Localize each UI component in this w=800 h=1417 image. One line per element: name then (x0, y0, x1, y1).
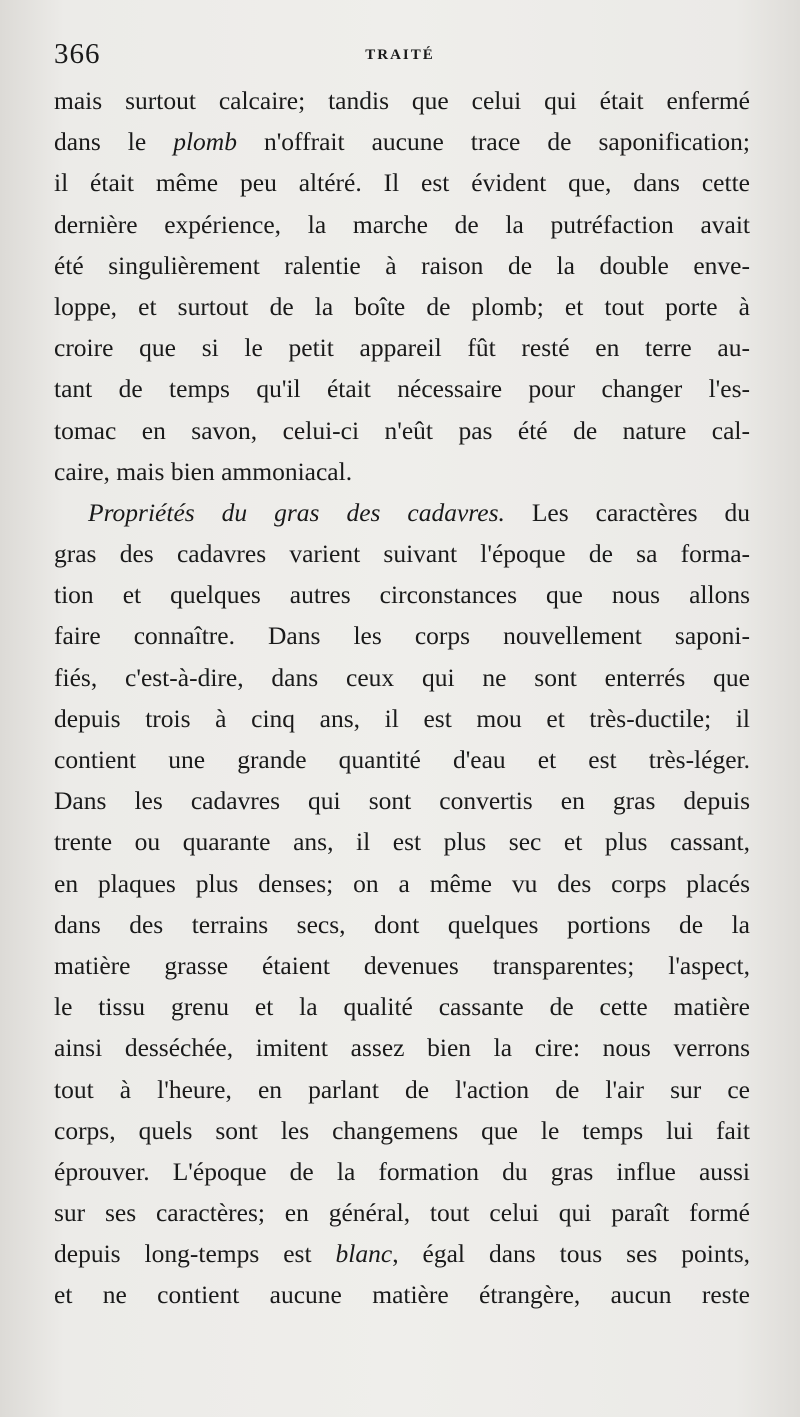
text-line: dans le plomb n'offrait aucune trace de saponification; (54, 127, 750, 157)
section-heading-line: Propriétés du gras des cadavres. Les caractères du (88, 497, 751, 527)
text-line: tomac en savon, celui-ci n'eût pas été de nature cal- (54, 415, 750, 445)
italic-term: blanc (335, 1239, 393, 1269)
text-line: loppe, et surtout de la boîte de plomb; et tout porte à (54, 291, 750, 321)
text-line: caire, mais bien ammoniacal. (54, 456, 353, 486)
text-line: le tissu grenu et la qualité cassante de cette matière (54, 992, 750, 1022)
text-line: éprouver. L'époque de la formation du gras influe aussi (54, 1156, 750, 1186)
page-header (54, 38, 746, 78)
text-line: depuis trois à cinq ans, il est mou et très-ductile; il (54, 703, 750, 733)
text-line: corps, quels sont les changemens que le temps lui fait (54, 1115, 750, 1145)
text-line: tion et quelques autres circonstances que nous allons (54, 580, 750, 610)
text-line: contient une grande quantité d'eau et est très-léger. (54, 745, 750, 774)
text-line: ainsi desséchée, imitent assez bien la cire: nous verrons (54, 1033, 750, 1063)
body-text (54, 80, 750, 1316)
text-line: été singulièrement ralentie à raison de la double enve- (54, 250, 750, 280)
text-line: Dans les cadavres qui sont convertis en gras depuis (54, 786, 750, 816)
text-line: croire que si le petit appareil fût resté en terre au- (54, 333, 750, 363)
running-title: TRAITÉ (365, 47, 435, 63)
page-number: 366 (54, 38, 101, 70)
text-line: gras des cadavres varient suivant l'époque de sa forma- (54, 539, 750, 569)
text-line: et ne contient aucune matière étrangère, aucun reste (54, 1280, 750, 1310)
text-line: fiés, c'est-à-dire, dans ceux qui ne sont enterrés que (54, 662, 750, 692)
text-line: trente ou quarante ans, il est plus sec et plus cassant, (54, 827, 750, 857)
text-line: dernière expérience, la marche de la putréfaction avait (54, 209, 750, 239)
text-line: faire connaître. Dans les corps nouvellement saponi- (54, 621, 750, 651)
text-line: il était même peu altéré. Il est évident que, dans cette (54, 168, 750, 198)
text-line: tout à l'heure, en parlant de l'action de l'air sur ce (54, 1074, 750, 1104)
text-line: matière grasse étaient devenues transparentes; l'aspect, (54, 950, 750, 980)
text-line: depuis long-temps est blanc, égal dans tous ses points, (54, 1239, 751, 1269)
text-line: mais surtout calcaire; tandis que celui qui était enfermé (54, 86, 750, 115)
section-heading: Propriétés du gras des cadavres. (88, 497, 505, 527)
text-line: sur ses caractères; en général, tout celui qui paraît formé (54, 1198, 750, 1228)
text-line: dans des terrains secs, dont quelques portions de la (54, 909, 750, 939)
italic-term: plomb (173, 127, 237, 157)
text-line: en plaques plus denses; on a même vu des corps placés (54, 868, 750, 898)
text-line: tant de temps qu'il était nécessaire pour changer l'es- (54, 374, 750, 404)
